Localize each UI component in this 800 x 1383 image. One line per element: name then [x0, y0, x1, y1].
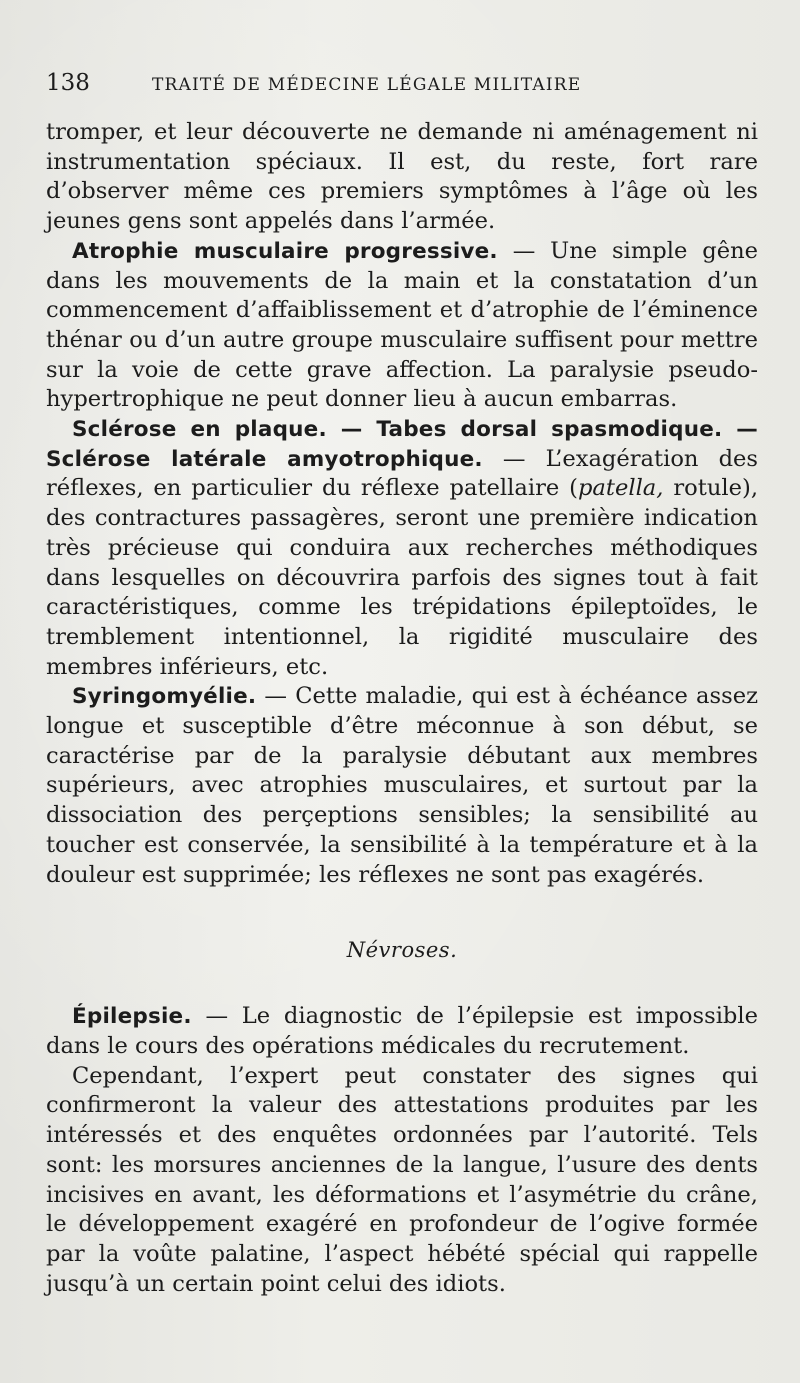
paragraph-sclerose	[46, 415, 758, 682]
rubric-epilepsie: Épilepsie.	[72, 1004, 192, 1030]
section-heading: Névroses.	[346, 938, 458, 963]
rubric-syringomyelie: Syringomyélie.	[72, 684, 257, 710]
paragraph-atrophie	[46, 237, 758, 415]
rubric-sclerose: Sclérose en plaque. — Tabes dorsal spasmodique. — Sclérose latérale amyotrophique.	[46, 417, 758, 472]
paragraph-text: — Une simple gêne dans les mouvements de la main et la constatation d’un commencement d’affaiblissement et d’atrophie de l’éminence thénar ou d’un autre groupe musculaire suffisent pour mettre sur la voie de cette grave affection. La paralysie pseudo-hypertrophique ne peut donner lieu à aucun embarras.	[46, 237, 758, 413]
paragraph-text: — Le diagnostic de l’épilepsie est impossible dans le cours des opérations médicales du recrutement.	[46, 1003, 758, 1059]
running-head	[46, 70, 758, 104]
paragraph-syringomyelie	[46, 682, 758, 890]
page-number: 138	[46, 70, 90, 96]
paragraph-text: rotule), des contractures passagères, seront une première indication très précieuse qui conduira aux recherches méthodiques dans lesquelles on découvrira parfois des signes tout à fait caractéristiques, comme les trépidations épileptoïdes, le tremblement intentionnel, la rigidité musculaire des membres inférieurs, etc.	[46, 475, 758, 680]
paragraph-text: tromper, et leur découverte ne demande ni aménagement ni instrumentation spéciaux. Il est, du reste, fort rare d’observer même ces premiers symptômes à l’âge où les jeunes gens sont appelés dans l’armée.	[46, 119, 758, 235]
paragraph-text: — Cette maladie, qui est à échéance assez longue et susceptible d’être méconnue à son début, se caractérise par de la paralysie débutant aux membres supérieurs, avec atrophies musculaires, et surtout par la dissociation des perçeptions sensibles; la sensibilité au toucher est conservée, la sensibilité à la température et à la douleur est supprimée; les réflexes ne sont pas exagérés.	[46, 683, 758, 888]
paragraph-cependant	[46, 1062, 758, 1300]
rubric-atrophie: Atrophie musculaire progressive.	[72, 238, 498, 264]
paragraph-continuation	[46, 118, 758, 237]
italic-term: patella,	[577, 475, 664, 502]
paragraph-epilepsie	[46, 1002, 758, 1061]
paragraph-text: — L’exagération des réflexes, en particulier du réflexe patellaire (	[46, 445, 759, 502]
paragraph-text: Cependant, l’expert peut constater des signes qui confirmeront la valeur des attestations produites par les intéressés et des enquêtes ordonnées par l’autorité. Tels sont: les morsures anciennes de la langue, l’usure des dents incisives en avant, les déformations et l’asymétrie du crâne, le développement exagéré en profondeur de l’ogive formée par la voûte palatine, l’aspect hébété spécial qui rappelle jusqu’à un certain point celui des idiots.	[46, 1062, 758, 1297]
running-title: TRAITÉ DE MÉDECINE LÉGALE MILITAIRE	[152, 75, 582, 95]
